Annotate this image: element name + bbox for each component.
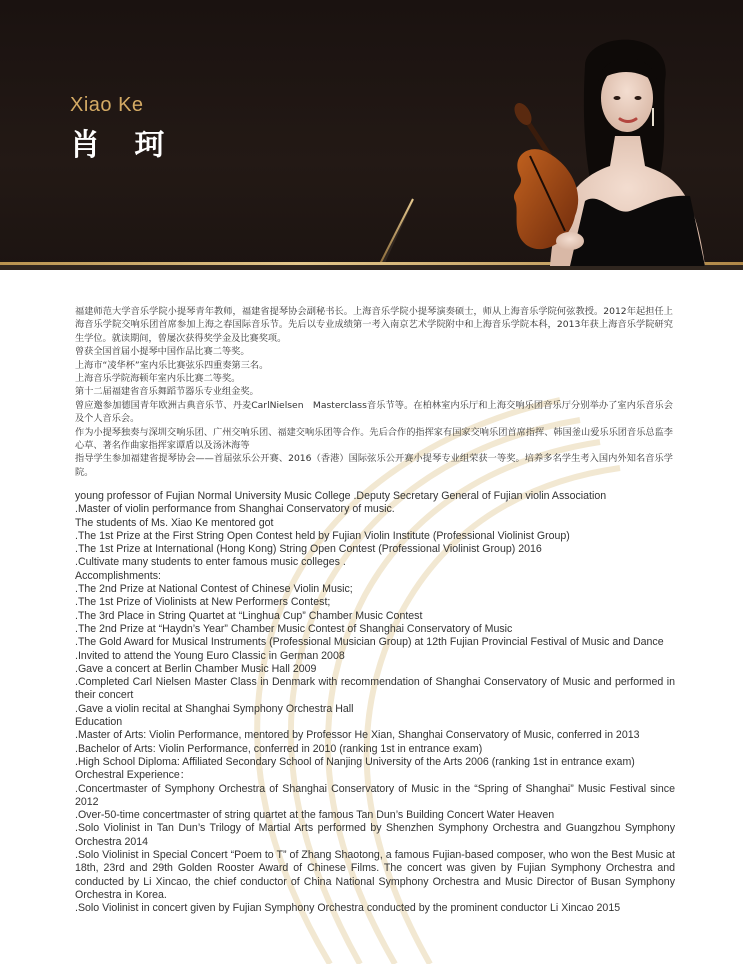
portrait-image <box>490 26 730 266</box>
bio-zh-paragraph: 福建师范大学音乐学院小提琴青年教师，福建省提琴协会副秘书长。上海音乐学院小提琴演奏硕士，师从上海音乐学院何弦教授。2012年起担任上海音乐学院交响乐团首席参加上海之春国际音乐节。先后以专业成绩第一考入南京艺术学院附中和上海音乐学院本科，2013年获上海音乐学院研究生学位。就读期间，曾屡次获得奖学金及比赛奖项。 <box>75 306 673 344</box>
bio-en-line: .Master of Arts: Violin Performance, mentored by Professor He Xian, Shanghai Conservatory of Music, conferred in 2013 <box>75 729 640 742</box>
bio-english <box>75 490 675 916</box>
bio-zh-line: 曾获全国首届小提琴中国作品比赛二等奖。 <box>75 346 250 358</box>
name-chinese: 肖 珂 <box>70 128 177 163</box>
bio-en-line: .The 1st Prize at the First String Open Contest held by Fujian Violin Institute (Professional Violinist Group) <box>75 529 570 542</box>
bio-zh-line: 指导学生参加福建省提琴协会——首届弦乐公开赛、2016（香港）国际弦乐公开赛小提琴专业组荣获一等奖。培养多名学生考入国内外知名音乐学院。 <box>75 453 673 478</box>
bio-en-line: .Solo Violinist in Special Concert “Poem to T” of Zhang Shaotong, a famous Fujian-based composer, who won the Best Music at 18th, 23rd and 29th Golden Rooster Award of Chinese Films. The concert was given by Fujian Symphony Orchestra and conducted by Li Xincao, the chief conductor of China National Symphony Orchestra and Music Director of Busan Symphony Orchestra in Korea. <box>75 849 675 901</box>
bio-en-line: .The 2nd Prize at “Haydn’s Year” Chamber Music Contest of Shanghai Conservatory of Music <box>75 622 513 635</box>
bio-en-line: .Gave a concert at Berlin Chamber Music Hall 2009 <box>75 662 317 675</box>
bio-en-line: .The Gold Award for Musical Instruments (Professional Musician Group) at 12th Fujian Provincial Festival of Music and Dance <box>75 636 664 649</box>
bio-en-line: .Solo Violinist in concert given by Fujian Symphony Orchestra conducted by the prominent conductor Li Xincao 2015 <box>75 902 621 915</box>
bio-zh-line: 曾应邀参加德国青年欧洲古典音乐节、丹麦CarlNielsen Masterclass音乐节等。在柏林室内乐厅和上海交响乐团音乐厅分别举办了室内乐音乐会及个人音乐会。 <box>75 399 673 425</box>
bio-chinese <box>75 305 673 479</box>
section-heading-education: Education <box>75 716 123 729</box>
bio-en-line: .Master of violin performance from Shanghai Conservatory of music. <box>75 503 395 516</box>
bio-en-line: The students of Ms. Xiao Ke mentored got <box>75 516 274 529</box>
section-heading-orchestral: Orchestral Experience： <box>75 769 191 782</box>
bio-en-line: .Over-50-time concertmaster of string quartet at the famous Tan Dun’s Building Concert Water Heaven <box>75 809 555 822</box>
bio-en-line: .Solo Violinist in Tan Dun’s Trilogy of Martial Arts performed by Shenzhen Symphony Orchestra and Guangzhou Symphony Orchestra 2014 <box>75 822 675 848</box>
bio-en-line: .High School Diploma: Affiliated Secondary School of Nanjing University of the Arts 2006 (ranking 1st in entrance exam) <box>75 755 635 768</box>
bio-en-line: .Bachelor of Arts: Violin Performance, conferred in 2010 (ranking 1st in entrance exam) <box>75 742 483 755</box>
bio-en-line: .The 3rd Place in String Quartet at “Linghua Cup” Chamber Music Contest <box>75 609 423 622</box>
bio-en-line: .Cultivate many students to enter famous music colleges . <box>75 556 346 569</box>
bio-zh-line: 上海市“凌华杯”室内乐比赛弦乐四重奏第三名。 <box>75 359 269 371</box>
bio-zh-line: 上海音乐学院海顿年室内乐比赛二等奖。 <box>75 373 241 385</box>
bio-en-line: .Invited to attend the Young Euro Classic in German 2008 <box>75 649 345 662</box>
bio-en-line: .Concertmaster of Symphony Orchestra of Shanghai Conservatory of Music in the “Spring of Shanghai” Music Festival since 2012 <box>75 782 675 808</box>
bio-zh-line: 作为小提琴独奏与深圳交响乐团、广州交响乐团、福建交响乐团等合作。先后合作的指挥家有国家交响乐团首席指挥、韩国釜山爱乐乐团音乐总监李心草、著名作曲家指挥家谭盾以及汤沐海等 <box>75 426 673 452</box>
section-heading-accomplishments: Accomplishments: <box>75 569 161 582</box>
name-english: Xiao Ke <box>70 94 144 116</box>
bio-en-line: young professor of Fujian Normal University Music College .Deputy Secretary General of Fujian violin Association <box>75 490 607 502</box>
header-banner <box>0 0 743 270</box>
bio-en-line: .The 1st Prize at International (Hong Kong) String Open Contest (Professional Violinist Group) 2016 <box>75 543 542 556</box>
bio-zh-line: 第十二届福建省音乐舞蹈节器乐专业组金奖。 <box>75 386 259 398</box>
bio-en-line: .The 2nd Prize at National Contest of Chinese Violin Music; <box>75 583 353 596</box>
bio-en-line: .Completed Carl Nielsen Master Class in Denmark with recommendation of Shanghai Conservatory of Music and performed in their concert <box>75 676 675 702</box>
bio-en-line: .The 1st Prize of Violinists at New Performers Contest; <box>75 596 331 609</box>
bio-en-line: .Gave a violin recital at Shanghai Symphony Orchestra Hall <box>75 702 354 715</box>
